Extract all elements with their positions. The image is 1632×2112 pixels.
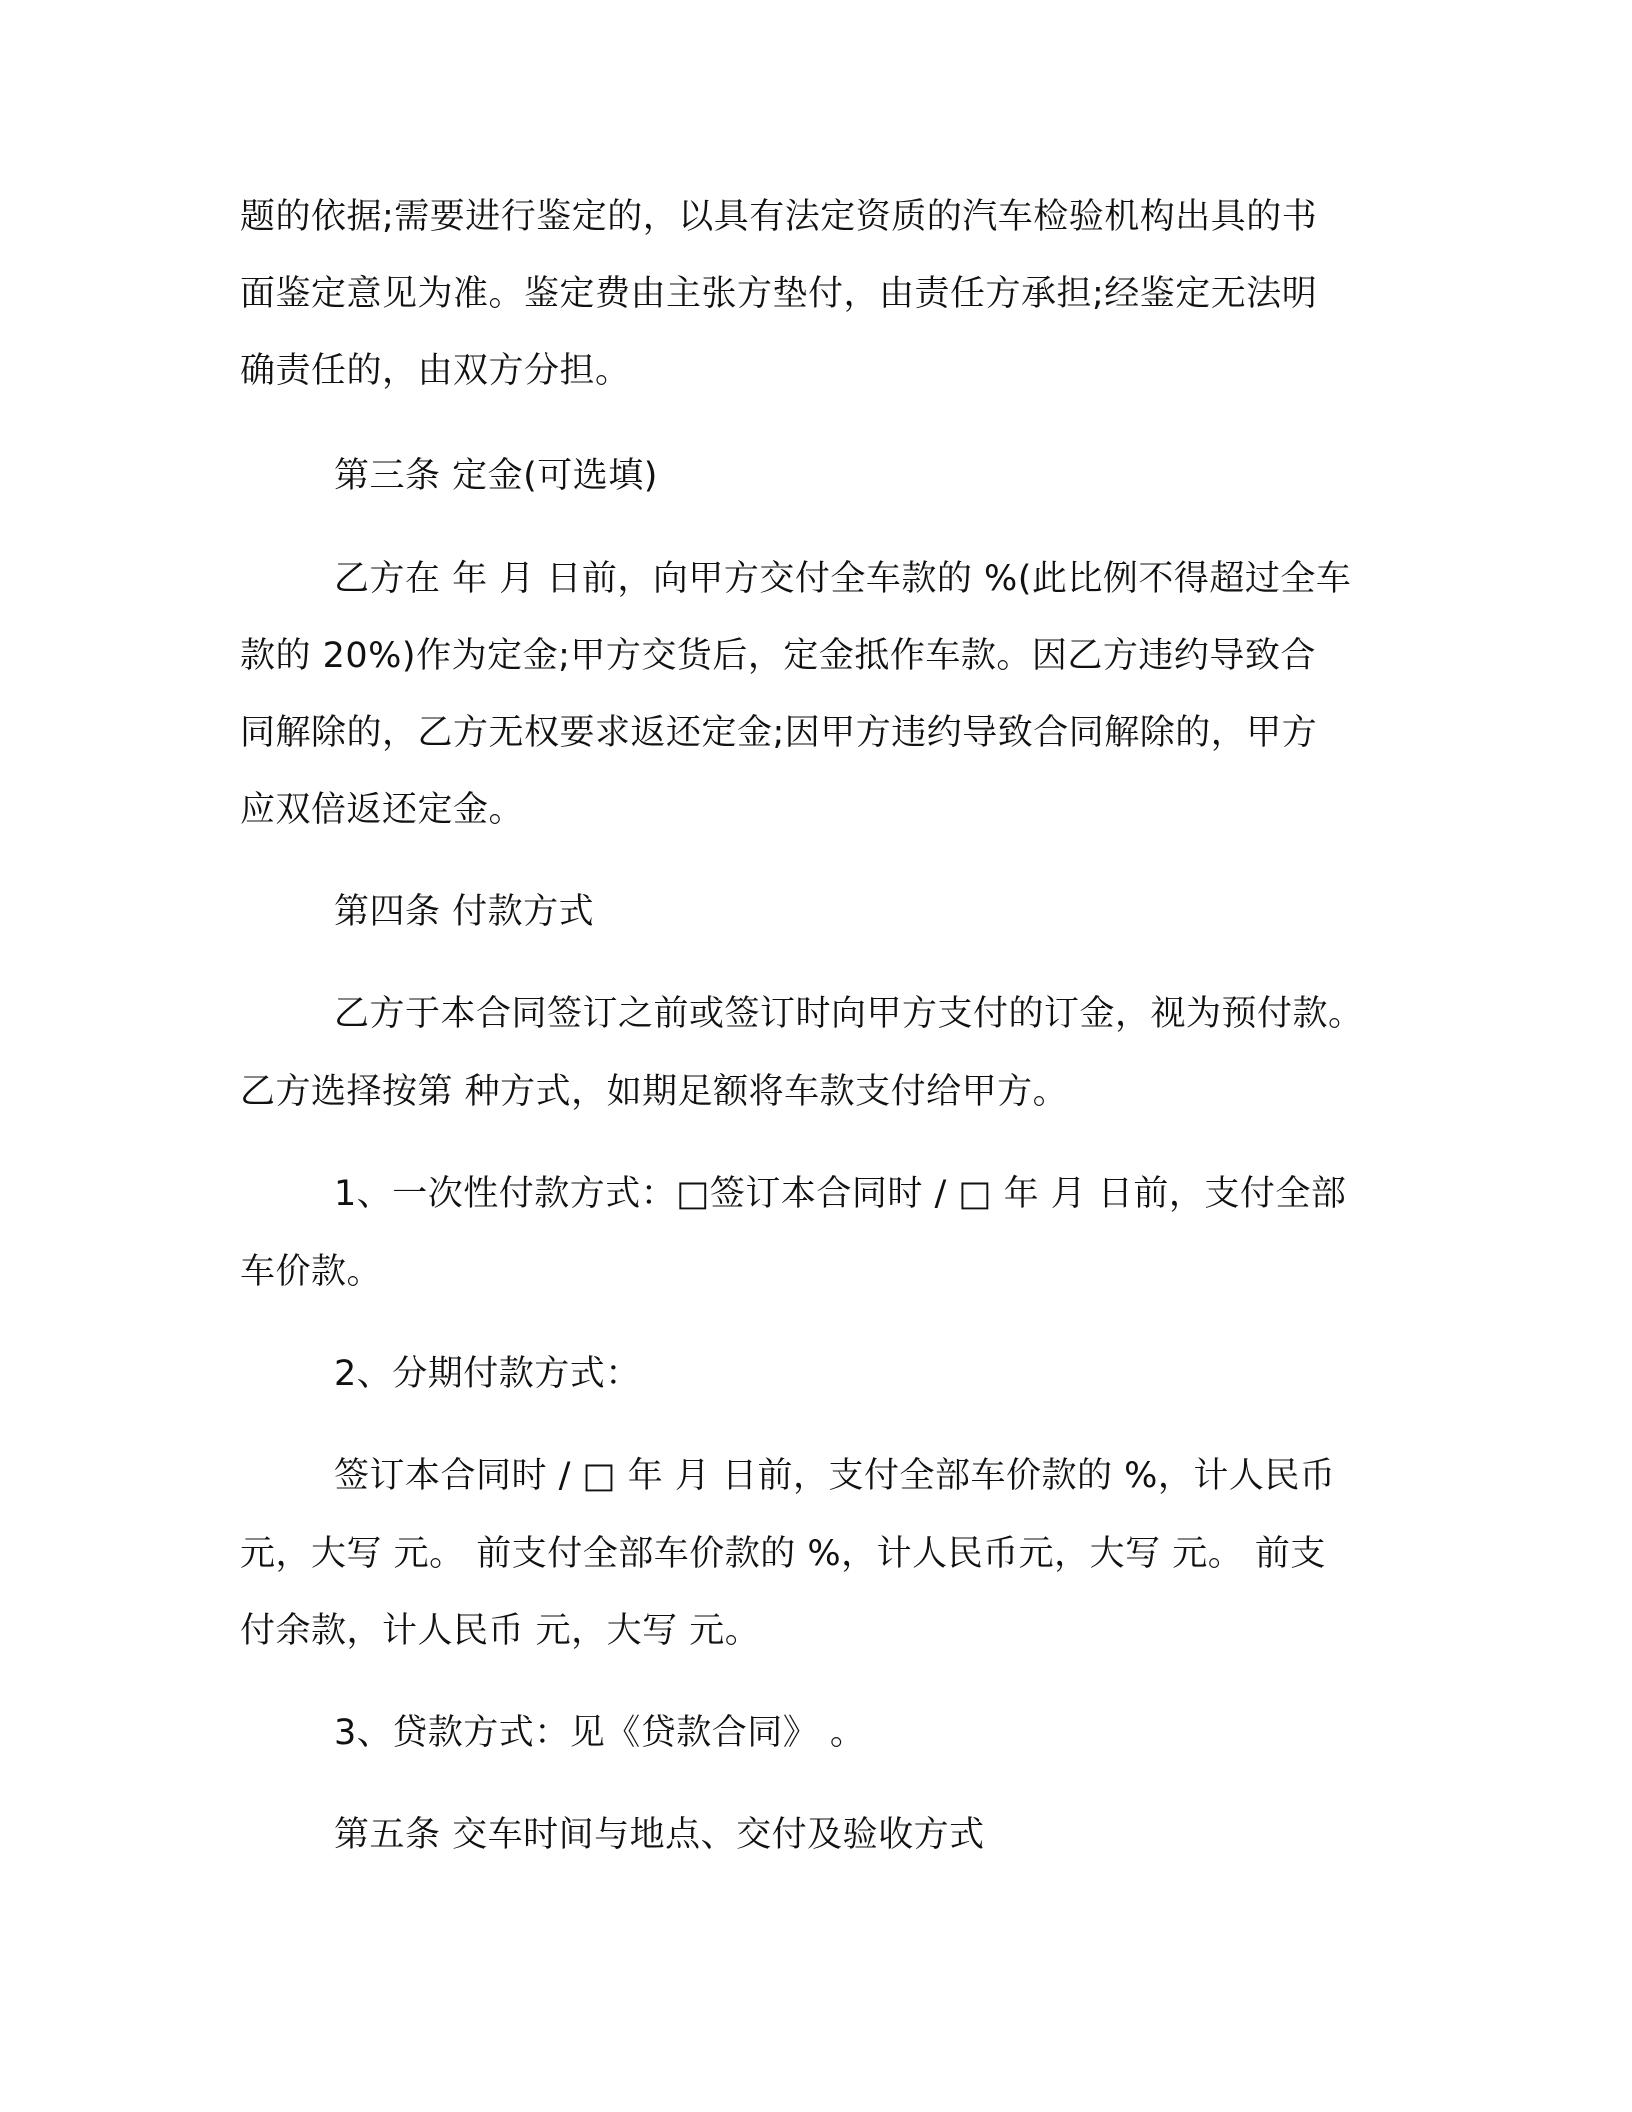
paragraph-line: 题的依据;需要进行鉴定的，以具有法定资质的汽车检验机构出具的书	[240, 197, 1318, 237]
paragraph-line: 乙方于本合同签订之前或签订时向甲方支付的订金，视为预付款。	[334, 994, 1364, 1034]
list-item-1: 1、一次性付款方式：□签订本合同时 / □ 年 月 日前，支付全部	[334, 1174, 1347, 1214]
paragraph-line: 元，大写 元。 前支付全部车价款的 %，计人民币元，大写 元。 前支	[240, 1534, 1326, 1574]
list-item-3: 3、贷款方式：见《贷款合同》 。	[334, 1713, 866, 1753]
section-heading-article-3: 第三条 定金(可选填)	[334, 456, 658, 496]
paragraph-line: 乙方在 年 月 日前，向甲方交付全车款的 %(此比例不得超过全车	[334, 559, 1352, 599]
paragraph-line: 面鉴定意见为准。鉴定费由主张方垫付，由责任方承担;经鉴定无法明	[240, 274, 1318, 314]
paragraph-line: 款的 20%)作为定金;甲方交货后，定金抵作车款。因乙方违约导致合	[240, 636, 1316, 676]
paragraph-line: 签订本合同时 / □ 年 月 日前，支付全部车价款的 %，计人民币	[334, 1456, 1336, 1496]
paragraph-line: 付余款，计人民币 元，大写 元。	[240, 1611, 761, 1651]
list-item-2: 2、分期付款方式：	[334, 1354, 641, 1394]
paragraph-line: 确责任的，由双方分担。	[240, 351, 631, 391]
paragraph-line: 应双倍返还定金。	[240, 790, 525, 830]
section-heading-article-5: 第五条 交车时间与地点、交付及验收方式	[334, 1815, 985, 1855]
paragraph-line: 乙方选择按第 种方式，如期足额将车款支付给甲方。	[240, 1072, 1069, 1112]
paragraph-line: 同解除的，乙方无权要求返还定金;因甲方违约导致合同解除的，甲方	[240, 713, 1318, 753]
section-heading-article-4: 第四条 付款方式	[334, 892, 595, 932]
paragraph-line: 车价款。	[240, 1252, 383, 1292]
